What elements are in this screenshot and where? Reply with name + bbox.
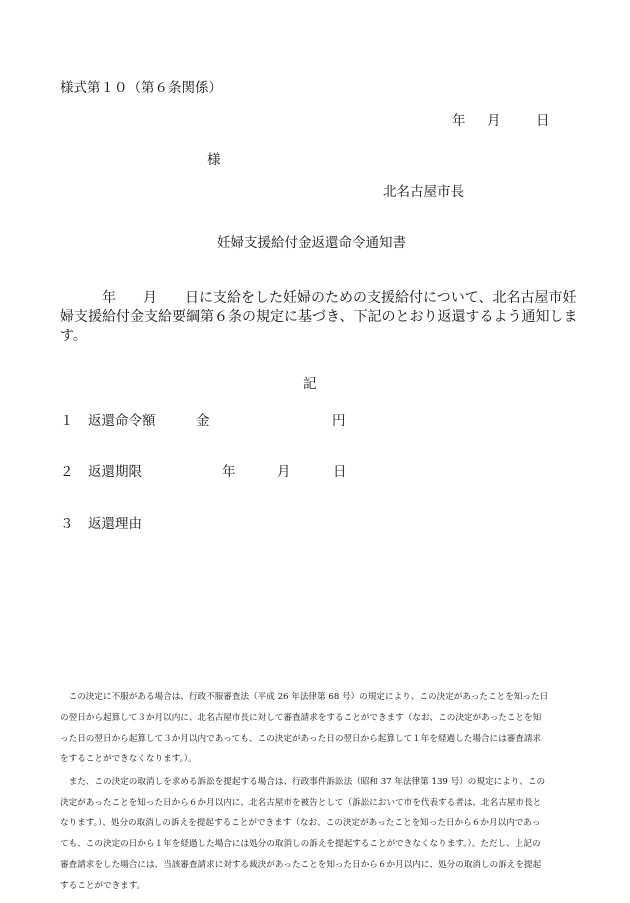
issuer: 北名古屋市長 — [383, 184, 464, 200]
body-line: 婦支援給付金支給要綱第６条の規定に基づき、下記のとおり返還するよう通知しま — [60, 309, 578, 325]
notice-line: なります。）、処分の取消しの訴えを提起することができます（なお、この決定があったことを知った日から６か月以内であっ — [60, 818, 541, 828]
amount-suffix: 円 — [332, 413, 346, 429]
item-number: ３ — [60, 516, 74, 532]
ki-heading: 記 — [303, 376, 317, 392]
form-number: 様式第１０（第６条関係） — [60, 80, 222, 96]
notice-line: また、この決定の取消しを求める訴訟を提起する場合は、行政事件訴訟法（昭和 37 年法律第 139 号）の規定により、この — [60, 777, 546, 787]
body-line: す。 — [60, 328, 87, 344]
notice-line: 審査請求をした場合には、当該審査請求に対する裁決があったことを知った日から６か月以内に、処分の取消しの訴えを提起 — [60, 860, 542, 870]
date-month: 月 — [487, 113, 501, 129]
body-month: 月 — [143, 290, 157, 306]
item-label: 返還期限 — [88, 464, 142, 480]
addressee-suffix: 様 — [207, 152, 221, 168]
item-label: 返還命令額 — [88, 413, 156, 429]
date-year: 年 — [452, 113, 466, 129]
notice-line: 決定があったことを知った日から６か月以内に、北名古屋市を被告として（訴訟において市を代表する者は、北名古屋市長と — [60, 798, 542, 808]
body-year: 年 — [102, 290, 116, 306]
item-number: １ — [60, 413, 74, 429]
document-title: 妊婦支援給付金返還命令通知書 — [217, 235, 406, 251]
body-line: 日に支給をした妊婦のための支援給付について、北名古屋市妊 — [185, 290, 577, 306]
item-label: 返還理由 — [88, 516, 142, 532]
notice-line: の翌日から起算して３か月以内に、北名古屋市長に対して審査請求をすることができます（なお、この決定があったことを知 — [60, 713, 542, 723]
deadline-day: 日 — [333, 464, 347, 480]
date-day: 日 — [536, 113, 550, 129]
notice-line: をすることができなくなります。）。 — [60, 754, 197, 764]
notice-line: この決定に不服がある場合は、行政不服審査法（平成 26 年法律第 68 号）の規定により、この決定があったことを知った日 — [60, 692, 549, 702]
notice-line: することができます。 — [60, 881, 146, 891]
item-number: ２ — [60, 464, 74, 480]
deadline-year: 年 — [222, 464, 236, 480]
notice-line: った日の翌日から起算して３か月以内であっても、この決定があった日の翌日から起算して１年を経過した場合には審査請求 — [60, 734, 542, 744]
amount-prefix: 金 — [196, 413, 210, 429]
deadline-month: 月 — [277, 464, 291, 480]
notice-line: ても、この決定の日から１年を経過した場合には処分の取消しの訴えを提起することができなくなります。）。ただし、上記の — [60, 839, 541, 849]
